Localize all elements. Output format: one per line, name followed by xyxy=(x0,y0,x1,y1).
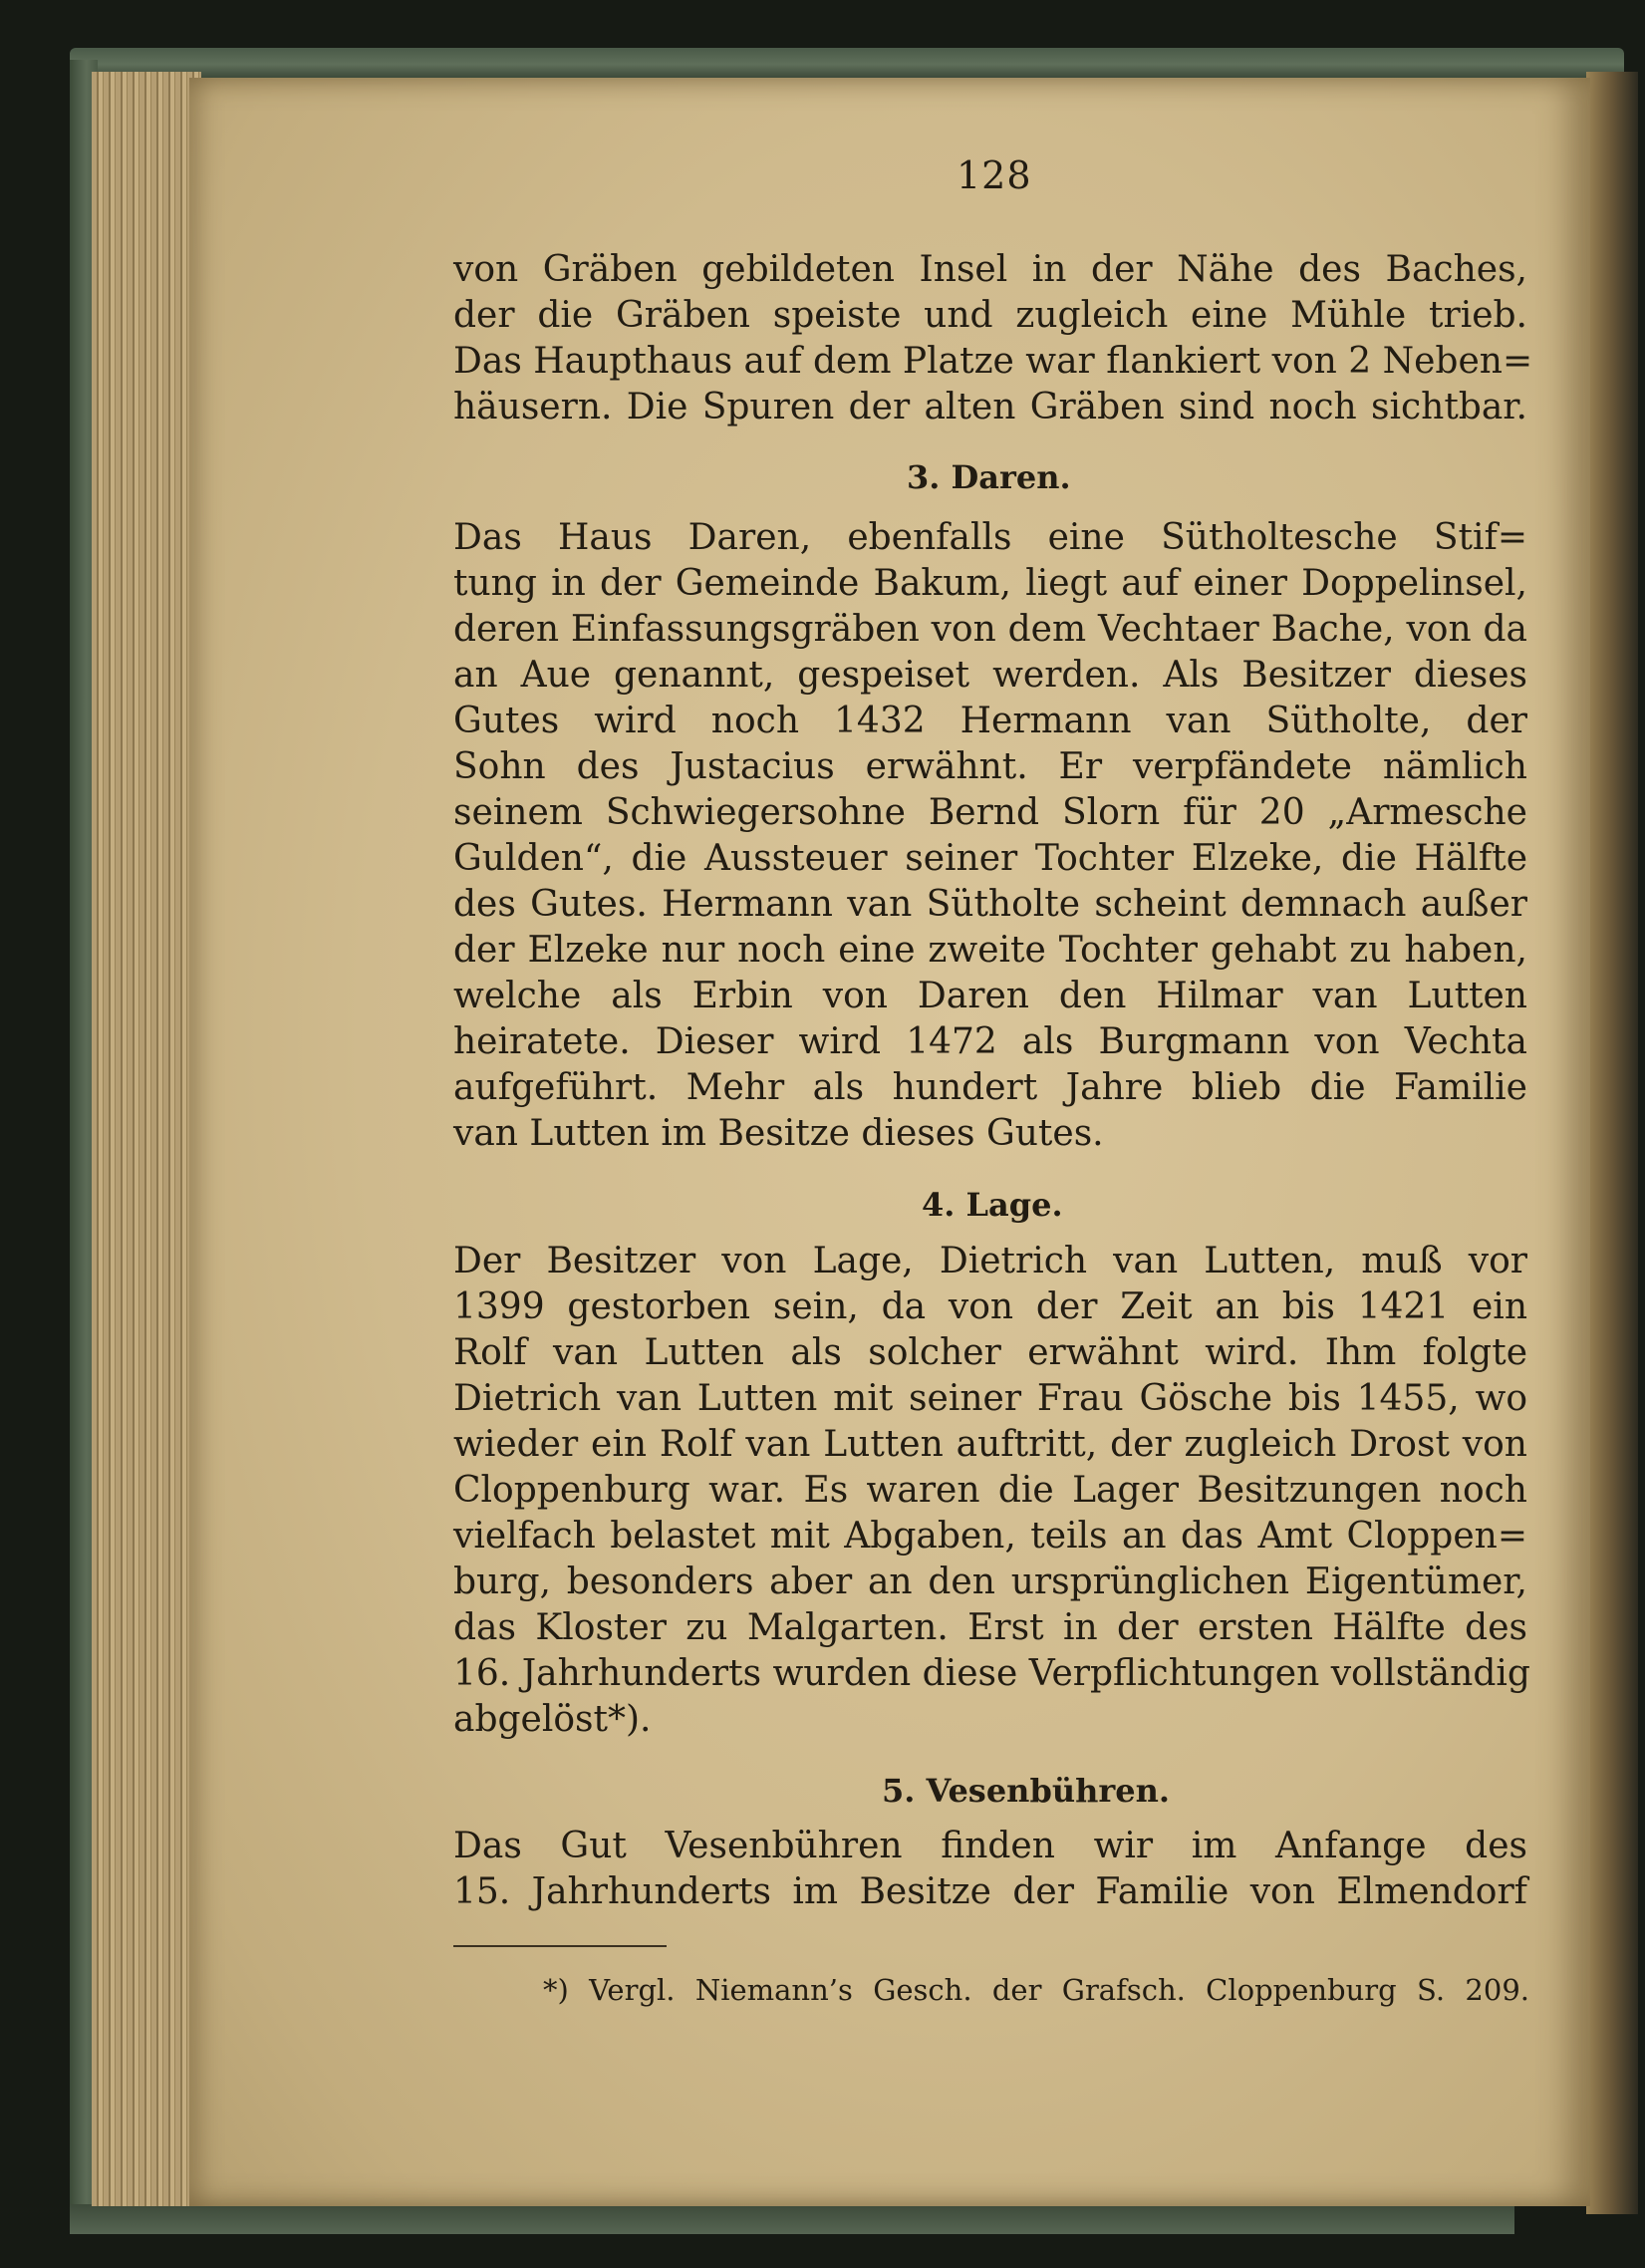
text-line: deren Einfassungsgräben von dem Vechtaer Bache, von da xyxy=(453,609,1527,650)
text-line: des Gutes. Hermann van Sütholte scheint demnach außer xyxy=(453,884,1527,925)
text-line: 16. Jahrhunderts wurden diese Verpflichtungen vollständig xyxy=(453,1653,1530,1694)
text-line: von Gräben gebildeten Insel in der Nähe des Baches, xyxy=(453,249,1527,290)
footnote-rule xyxy=(453,1945,667,1947)
page-number: 128 xyxy=(957,153,1032,197)
text-line: Gutes wird noch 1432 Hermann van Sütholte, der xyxy=(453,701,1527,741)
section-heading: 4. Lage. xyxy=(922,1186,1063,1224)
text-line: abgelöst*). xyxy=(453,1699,652,1740)
book-cover-bottom xyxy=(70,2204,1514,2234)
text-line: seinem Schwiegersohne Bernd Slorn für 20 „Armesche xyxy=(453,792,1527,833)
text-line: das Kloster zu Malgarten. Erst in der ersten Hälfte des xyxy=(453,1607,1527,1648)
text-line: 1399 gestorben sein, da von der Zeit an bis 1421 ein xyxy=(453,1286,1527,1327)
text-line: Gulden“, die Aussteuer seiner Tochter Elzeke, die Hälfte xyxy=(453,838,1527,879)
text-line: Das Haupthaus auf dem Platze war flankiert von 2 Neben= xyxy=(453,341,1533,382)
text-line: der die Gräben speiste und zugleich eine Mühle trieb. xyxy=(453,295,1527,336)
text-line: Sohn des Justacius erwähnt. Er verpfändete nämlich xyxy=(453,746,1527,787)
section-heading: 3. Daren. xyxy=(907,458,1071,496)
text-line: van Lutten im Besitze dieses Gutes. xyxy=(453,1113,1104,1154)
text-line: der Elzeke nur noch eine zweite Tochter gehabt zu haben, xyxy=(453,930,1527,971)
text-line: 15. Jahrhunderts im Besitze der Familie von Elmendorf xyxy=(453,1871,1527,1912)
text-line: Das Gut Vesenbühren finden wir im Anfange des xyxy=(453,1826,1527,1866)
footnote: *) Vergl. Niemann’s Gesch. der Grafsch. Cloppenburg S. 209. xyxy=(543,1973,1529,2007)
text-line: welche als Erbin von Daren den Hilmar van Lutten xyxy=(453,976,1527,1016)
page-edges xyxy=(92,72,201,2206)
text-line: vielfach belastet mit Abgaben, teils an das Amt Cloppen= xyxy=(453,1516,1527,1557)
text-line: heiratete. Dieser wird 1472 als Burgmann von Vechta xyxy=(453,1021,1527,1062)
text-line: aufgeführt. Mehr als hundert Jahre blieb die Familie xyxy=(453,1067,1527,1108)
text-line: Rolf van Lutten als solcher erwähnt wird. Ihm folgte xyxy=(453,1332,1527,1373)
text-line: an Aue genannt, gespeiset werden. Als Besitzer dieses xyxy=(453,655,1527,696)
text-line: Dietrich van Lutten mit seiner Frau Gösche bis 1455, wo xyxy=(453,1378,1527,1419)
text-line: wieder ein Rolf van Lutten auftritt, der zugleich Drost von xyxy=(453,1424,1527,1465)
text-line: häusern. Die Spuren der alten Gräben sind noch sichtbar. xyxy=(453,387,1527,427)
text-line: tung in der Gemeinde Bakum, liegt auf einer Doppelinsel, xyxy=(453,563,1527,604)
section-heading: 5. Vesenbühren. xyxy=(882,1772,1170,1810)
page-gutter xyxy=(1586,72,1638,2214)
text-line: Cloppenburg war. Es waren die Lager Besitzungen noch xyxy=(453,1470,1527,1511)
book-cover-top xyxy=(70,48,1624,78)
text-line: Das Haus Daren, ebenfalls eine Sütholtesche Stif= xyxy=(453,517,1527,558)
text-line: Der Besitzer von Lage, Dietrich van Lutten, muß vor xyxy=(453,1241,1527,1281)
text-line: burg, besonders aber an den ursprünglichen Eigentümer, xyxy=(453,1561,1527,1602)
